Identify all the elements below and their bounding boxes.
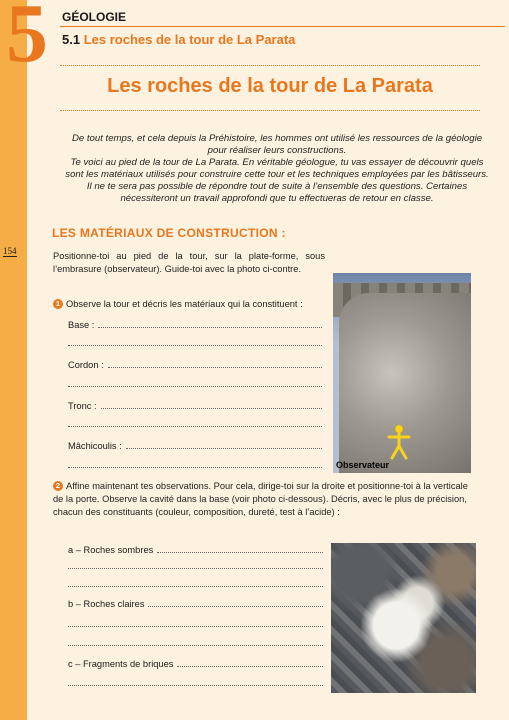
header-section-label: Les roches de la tour de La Parata bbox=[83, 32, 296, 47]
rock-cavity-photo bbox=[331, 543, 476, 693]
intro-text bbox=[62, 133, 492, 205]
field-label: Mâchicoulis : bbox=[68, 441, 122, 451]
field-label: c – Fragments de briques bbox=[68, 659, 174, 669]
answer-line[interactable] bbox=[68, 568, 323, 569]
field-roches-sombres[interactable] bbox=[68, 544, 323, 555]
header-divider bbox=[60, 26, 505, 27]
question-1-text: Observe la tour et décris les matériaux qui la constituent : bbox=[66, 299, 303, 309]
section-heading: LES MATÉRIAUX DE CONSTRUCTION : bbox=[52, 226, 286, 240]
left-margin-band bbox=[0, 0, 27, 720]
intro-paragraph: De tout temps, et cela depuis la Préhistoire, les hommes ont utilisé les ressources de la géologie pour réaliser leurs constructions. bbox=[71, 133, 483, 156]
answer-line[interactable] bbox=[148, 598, 323, 607]
header-section bbox=[62, 32, 295, 47]
field-machicoulis[interactable] bbox=[68, 440, 322, 451]
intro-paragraph: Il ne te sera pas possible de répondre tout de suite à l’ensemble des questions. Certaines nécessiteront un travail approfondi que tu effectueras de retour en classe. bbox=[86, 181, 468, 204]
field-label: b – Roches claires bbox=[68, 599, 145, 609]
intro-paragraph: Te voici au pied de la tour de La Parata. En véritable géologue, tu vas essayer de découvrir quels sont les matériaux utilisés pour construire cette tour et les techniques employées par les bâtisseurs. bbox=[65, 157, 489, 180]
answer-line[interactable] bbox=[68, 626, 323, 627]
answer-line[interactable] bbox=[68, 426, 322, 427]
chapter-number: 5 bbox=[6, 0, 48, 80]
answer-line[interactable] bbox=[157, 544, 323, 553]
field-roches-claires[interactable] bbox=[68, 598, 323, 609]
photo-label: Observateur bbox=[336, 460, 390, 470]
title-box bbox=[60, 65, 480, 110]
answer-line[interactable] bbox=[98, 319, 322, 328]
instruction-text: Positionne-toi au pied de la tour, sur la plate-forme, sous l’embrasure (observateur). Guide-toi avec la photo ci-contre. bbox=[53, 251, 325, 274]
field-label: Cordon : bbox=[68, 360, 104, 370]
answer-line[interactable] bbox=[68, 645, 323, 646]
answer-line[interactable] bbox=[68, 467, 322, 468]
answer-line[interactable] bbox=[177, 658, 323, 667]
answer-line[interactable] bbox=[68, 386, 322, 387]
answer-line[interactable] bbox=[108, 359, 322, 368]
question-2 bbox=[53, 480, 473, 519]
question-number-badge: 1 bbox=[53, 299, 63, 309]
field-label: Base : bbox=[68, 320, 95, 330]
answer-line[interactable] bbox=[68, 685, 323, 686]
field-label: Tronc : bbox=[68, 401, 97, 411]
field-fragments-briques[interactable] bbox=[68, 658, 323, 669]
answer-line[interactable] bbox=[126, 440, 322, 449]
field-base[interactable] bbox=[68, 319, 322, 330]
title-bottom-rule bbox=[60, 110, 480, 111]
header-category: GÉOLOGIE bbox=[62, 10, 127, 24]
observer-figure-icon bbox=[387, 424, 411, 460]
page-title: Les roches de la tour de La Parata bbox=[107, 75, 433, 97]
field-cordon[interactable] bbox=[68, 359, 322, 370]
question-number-badge: 2 bbox=[53, 481, 63, 491]
answer-line[interactable] bbox=[68, 345, 322, 346]
answer-line[interactable] bbox=[101, 400, 322, 409]
page-number: 154 bbox=[3, 246, 17, 256]
answer-line[interactable] bbox=[68, 586, 323, 587]
header-section-number: 5.1 bbox=[62, 32, 81, 47]
question-2-text: Affine maintenant tes observations. Pour cela, dirige-toi sur la droite et positionne-toi à la verticale de la porte. Observe la cavité dans la base (voir photo ci-dessous). Décris, avec le plus de précision, chacun des constituants (couleur, composition, dureté, test à l’acide) : bbox=[53, 481, 468, 517]
field-tronc[interactable] bbox=[68, 400, 322, 411]
question-1 bbox=[53, 298, 328, 311]
field-label: a – Roches sombres bbox=[68, 545, 154, 555]
